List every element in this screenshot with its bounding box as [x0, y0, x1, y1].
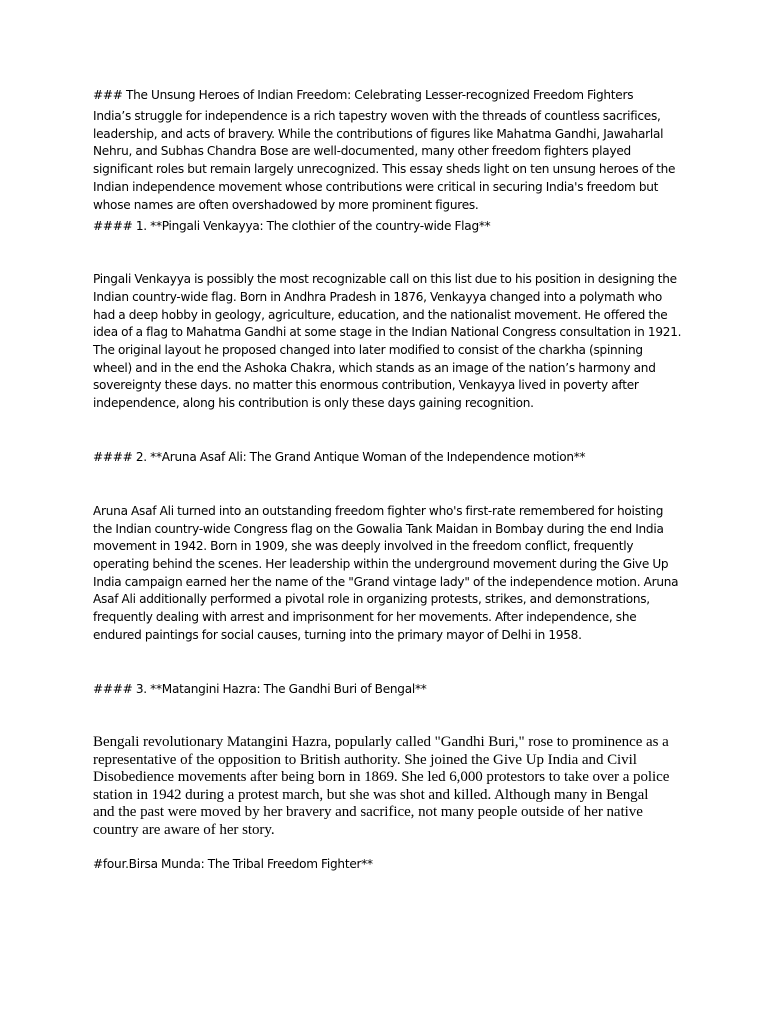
- section-3-body: Bengali revolutionary Matangini Hazra, popularly called "Gandhi Buri," rose to prominence as a representative of the opposition to British authority. She joined the Give Up India and Civil Disobedience movements after being born in 1869. She led 6,000 protestors to take over a police station in 1942 during a protest march, but she was shot and killed. Although many in Bengal and the past were moved by her bravery and sacrifice, not many people outside of her native country are aware of her story.: [93, 734, 670, 838]
- section-1-heading: #### 1. **Pingali Venkayya: The clothier of the country-wide Flag**: [93, 219, 491, 234]
- section-3-heading: #### 3. **Matangini Hazra: The Gandhi Buri of Bengal**: [93, 682, 427, 697]
- section-1-body: Pingali Venkayya is possibly the most recognizable call on this list due to his position in designing the Indian country-wide flag. Born in Andhra Pradesh in 1876, Venkayya changed into a polymath who had a deep hobby in geology, agriculture, education, and the nationalist movement. He offered the idea of a flag to Mahatma Gandhi at some stage in the Indian National Congress consultation in 1921. The original layout he proposed changed into later modified to consist of the charkha (spinning wheel) and in the end the Ashoka Chakra, which stands as an image of the nation’s harmony and sovereignty these days. no matter this enormous contribution, Venkayya lived in poverty after independence, along his contribution is only these days gaining recognition.: [93, 272, 682, 411]
- section-2-body: Aruna Asaf Ali turned into an outstanding freedom fighter who's first-rate remembered for hoisting the Indian country-wide Congress flag on the Gowalia Tank Maidan in Bombay during the end India movement in 1942. Born in 1909, she was deeply involved in the freedom conflict, frequently operating behind the scenes. Her leadership within the underground movement during the Give Up India campaign earned her the name of the "Grand vintage lady" of the independence motion. Aruna Asaf Ali additionally performed a pivotal role in organizing protests, strikes, and demonstrations, frequently dealing with arrest and imprisonment for her movements. After independence, she endured paintings for social causes, turning into the primary mayor of Delhi in 1958.: [93, 503, 679, 642]
- section-2-heading: #### 2. **Aruna Asaf Ali: The Grand Antique Woman of the Independence motion**: [93, 449, 586, 464]
- document-title: ### The Unsung Heroes of Indian Freedom: Celebrating Lesser-recognized Freedom Fighters: [93, 88, 634, 102]
- document-page: [93, 87, 683, 873]
- section-4-heading: #four.Birsa Munda: The Tribal Freedom Fighter**: [93, 857, 373, 872]
- intro-paragraph: India’s struggle for independence is a rich tapestry woven with the threads of countless sacrifices, leadership, and acts of bravery. While the contributions of figures like Mahatma Gandhi, Jawaharlal Nehru, and Subhas Chandra Bose are well-documented, many other freedom fighters played significant roles but remain largely unrecognized. This essay sheds light on ten unsung heroes of the Indian independence movement whose contributions were critical in securing India's freedom but whose names are often overshadowed by more prominent figures.: [93, 109, 676, 212]
